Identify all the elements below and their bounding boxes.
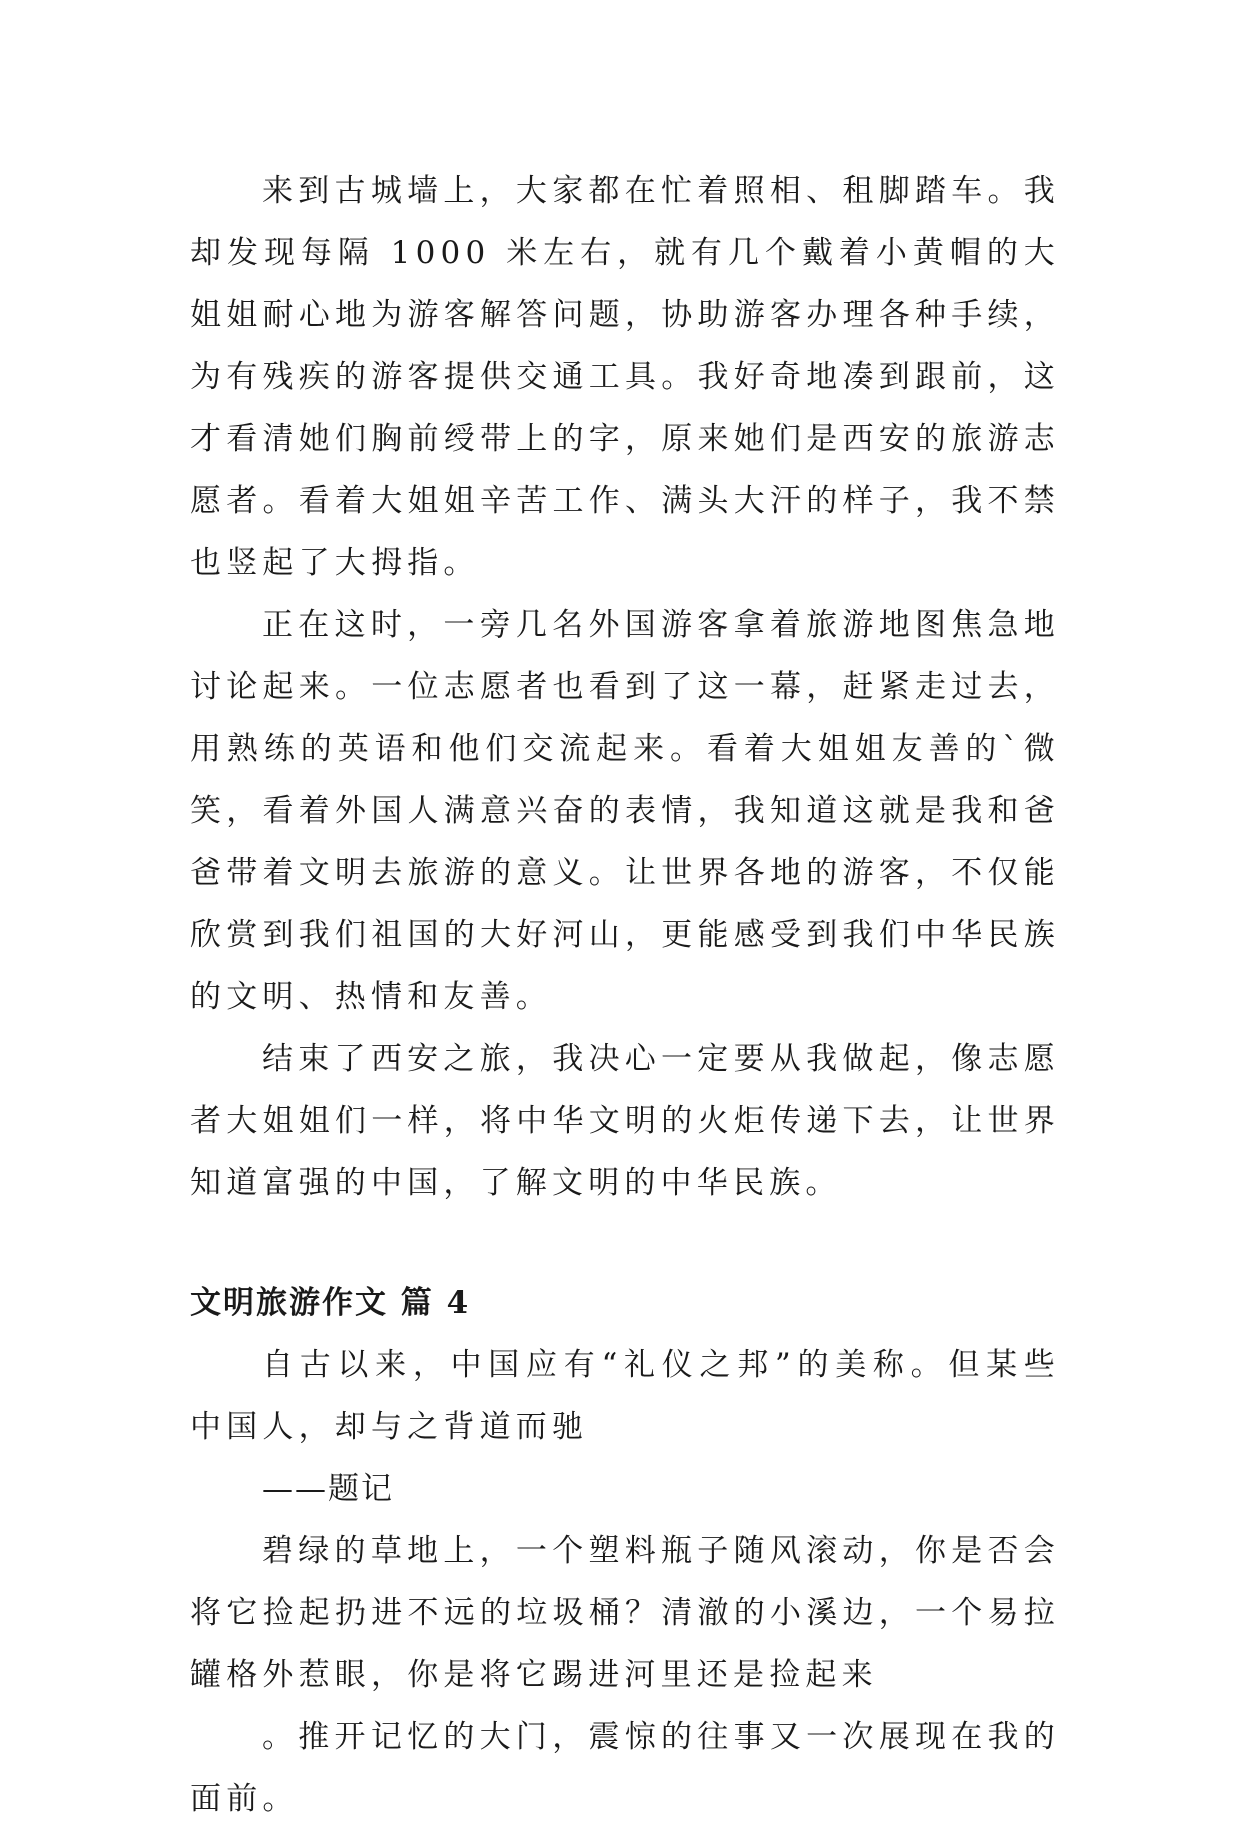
section-heading: 文明旅游作文 篇 4: [190, 1285, 471, 1321]
epigraph-signature: ——题记: [262, 1471, 394, 1507]
document-page: [190, 160, 1060, 1830]
body-paragraph-1: 来到古城墙上，大家都在忙着照相、租脚踏车。我却发现每隔 1000 米左右，就有几个戴着小黄帽的大姐姐耐心地为游客解答问题，协助游客办理各种手续，为有残疾的游客提供交通工具。我好奇地凑到跟前，这才看清她们胸前绶带上的字，原来她们是西安的旅游志愿者。看着大姐姐辛苦工作、满头大汗的样子，我不禁也竖起了大拇指。: [190, 173, 1060, 581]
body-paragraph-5: 。推开记忆的大门，震惊的往事又一次展现在我的面前。: [190, 1719, 1060, 1817]
epigraph: 自古以来，中国应有“礼仪之邦”的美称。但某些中国人，却与之背道而驰: [190, 1347, 1060, 1445]
body-paragraph-2: 正在这时，一旁几名外国游客拿着旅游地图焦急地讨论起来。一位志愿者也看到了这一幕，赶紧走过去，用熟练的英语和他们交流起来。看着大姐姐友善的`微笑，看着外国人满意兴奋的表情，我知道这就是我和爸爸带着文明去旅游的意义。让世界各地的游客，不仅能欣赏到我们祖国的大好河山，更能感受到我们中华民族的文明、热情和友善。: [190, 607, 1060, 1015]
body-paragraph-3: 结束了西安之旅，我决心一定要从我做起，像志愿者大姐姐们一样，将中华文明的火炬传递下去，让世界知道富强的中国，了解文明的中华民族。: [190, 1041, 1060, 1201]
body-paragraph-4: 碧绿的草地上，一个塑料瓶子随风滚动，你是否会将它捡起扔进不远的垃圾桶？清澈的小溪边，一个易拉罐格外惹眼，你是将它踢进河里还是捡起来: [190, 1533, 1060, 1693]
